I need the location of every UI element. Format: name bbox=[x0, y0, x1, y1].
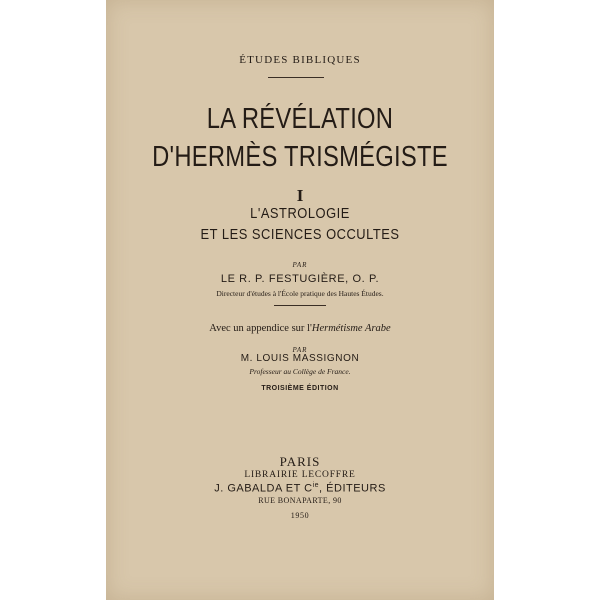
volume-subtitle-line-2: ET LES SCIENCES OCCULTES bbox=[200, 226, 400, 243]
imprint-city: PARIS bbox=[279, 454, 321, 469]
volume-subtitle-line-1: L'ASTROLOGIE bbox=[250, 205, 350, 222]
publisher-name-suffix: , ÉDITEURS bbox=[319, 482, 386, 495]
series-title: ÉTUDES BIBLIQUES bbox=[239, 54, 361, 66]
author-description: Directeur d'études à l'École pratique des Hautes Études. bbox=[216, 289, 384, 298]
appendix-prefix: Avec un appendice sur l' bbox=[209, 323, 312, 334]
volume-number: I bbox=[296, 186, 304, 205]
imprint-address: RUE BONAPARTE, 90 bbox=[258, 496, 342, 505]
imprint-year: 1950 bbox=[290, 511, 310, 520]
book-title-line-2: D'HERMÈS TRISMÉGISTE bbox=[152, 141, 448, 173]
author-by-label: PAR bbox=[292, 261, 308, 269]
appendix-author-name: M. LOUIS MASSIGNON bbox=[240, 353, 360, 364]
appendix-note bbox=[106, 323, 494, 334]
imprint-publisher-line-2 bbox=[106, 482, 494, 495]
middle-rule bbox=[274, 305, 326, 306]
publisher-name-prefix: J. GABALDA ET C bbox=[214, 482, 313, 495]
appendix-author-by-label: PAR bbox=[292, 346, 308, 354]
edition-label: TROISIÈME ÉDITION bbox=[261, 385, 339, 392]
imprint-publisher-line-1: LIBRAIRIE LECOFFRE bbox=[244, 470, 356, 480]
title-page bbox=[106, 0, 494, 600]
author-name: LE R. P. FESTUGIÈRE, O. P. bbox=[220, 273, 380, 285]
appendix-subject: Hermétisme Arabe bbox=[311, 323, 391, 334]
top-rule bbox=[268, 77, 324, 78]
publisher-name-superscript: ie bbox=[312, 482, 320, 489]
book-title-line-1: LA RÉVÉLATION bbox=[206, 103, 394, 135]
appendix-author-description: Professeur au Collège de France. bbox=[249, 367, 351, 376]
